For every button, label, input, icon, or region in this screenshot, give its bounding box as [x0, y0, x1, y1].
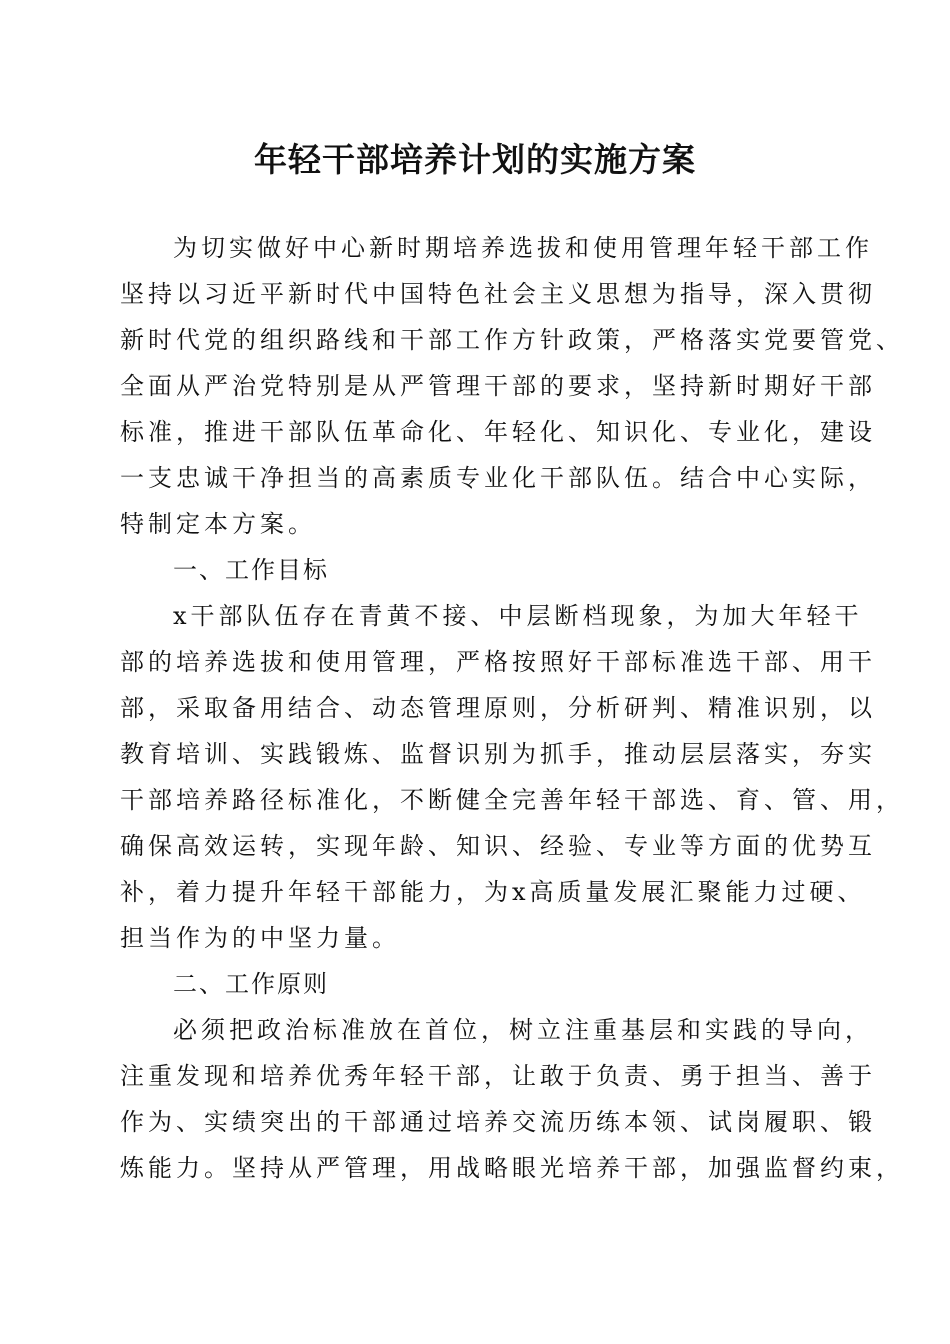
goals-line: x干部队伍存在青黄不接、中层断档现象，为加大年轻干: [173, 602, 863, 630]
goals-line: 担当作为的中坚力量。: [120, 924, 400, 952]
principles-line: 必须把政治标准放在首位，树立注重基层和实践的导向，: [173, 1016, 873, 1044]
section-heading-goals: 一、工作目标: [173, 556, 329, 584]
intro-line: 特制定本方案。: [120, 510, 316, 538]
section-heading-principles: 二、工作原则: [173, 970, 329, 998]
goals-line: 确保高效运转，实现年龄、知识、经验、专业等方面的优势互: [120, 832, 876, 860]
document-body: [120, 225, 904, 1191]
intro-line: 为切实做好中心新时期培养选拔和使用管理年轻干部工作: [173, 234, 873, 262]
intro-line: 全面从严治党特别是从严管理干部的要求，坚持新时期好干部: [120, 372, 876, 400]
document-title: 年轻干部培养计划的实施方案: [254, 140, 696, 179]
intro-line: 新时代党的组织路线和干部工作方针政策，严格落实党要管党、: [120, 326, 904, 354]
intro-line: 一支忠诚干净担当的高素质专业化干部队伍。结合中心实际，: [120, 464, 876, 492]
intro-line: 坚持以习近平新时代中国特色社会主义思想为指导，深入贯彻: [120, 280, 876, 308]
goals-line: 干部培养路径标准化，不断健全完善年轻干部选、育、管、用，: [120, 786, 904, 814]
principles-line: 炼能力。坚持从严管理，用战略眼光培养干部，加强监督约束，: [120, 1154, 904, 1182]
goals-line: 教育培训、实践锻炼、监督识别为抓手，推动层层落实，夯实: [120, 740, 876, 768]
principles-line: 注重发现和培养优秀年轻干部，让敢于负责、勇于担当、善于: [120, 1062, 876, 1090]
goals-line: 补，着力提升年轻干部能力，为x高质量发展汇聚能力过硬、: [120, 878, 866, 906]
goals-line: 部的培养选拔和使用管理，严格按照好干部标准选干部、用干: [120, 648, 876, 676]
intro-line: 标准，推进干部队伍革命化、年轻化、知识化、专业化，建设: [120, 418, 876, 446]
goals-line: 部，采取备用结合、动态管理原则，分析研判、精准识别，以: [120, 694, 876, 722]
principles-line: 作为、实绩突出的干部通过培养交流历练本领、试岗履职、锻: [120, 1108, 876, 1136]
